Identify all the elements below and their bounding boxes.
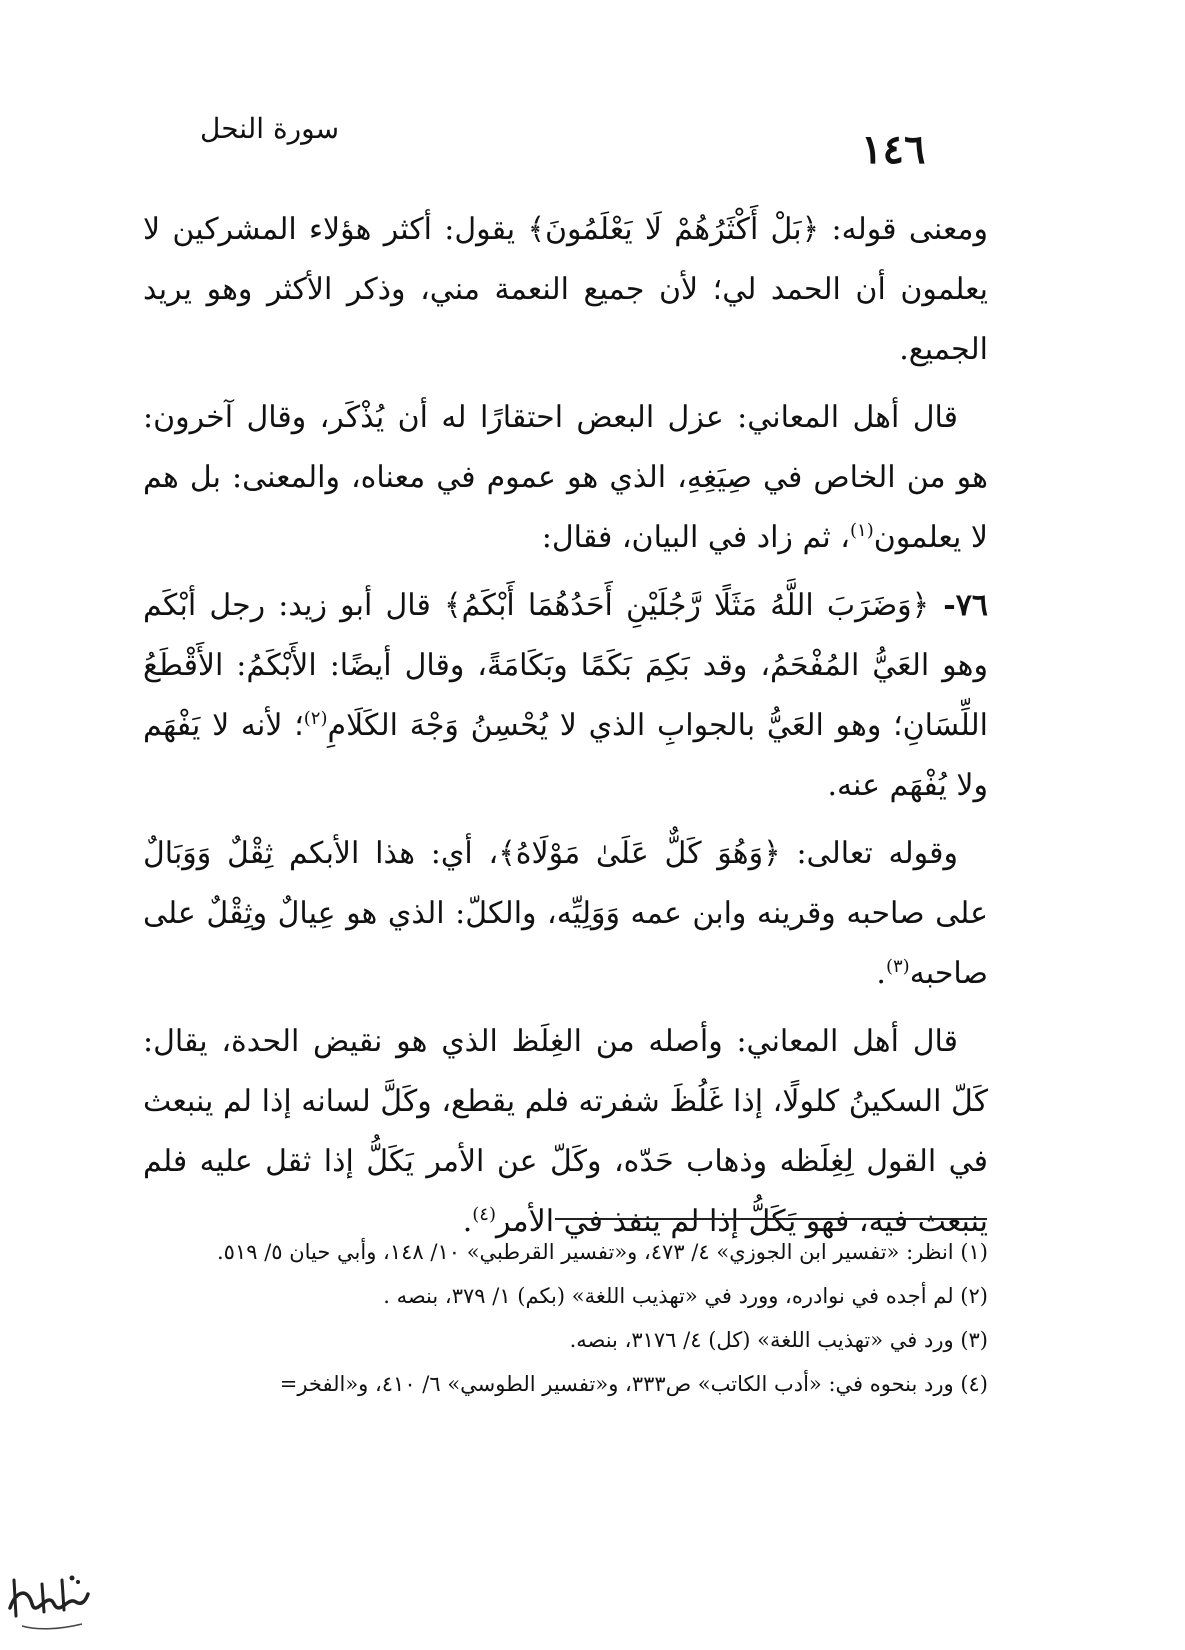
- quran-verse: ﴿وَهُوَ كَلٌّ عَلَىٰ مَوْلَاهُ﴾: [498, 836, 781, 871]
- almustafa-logo-icon: [2, 1560, 92, 1650]
- paragraph: [143, 576, 988, 816]
- footnote-marker: (٢): [303, 708, 328, 729]
- main-text: [143, 200, 988, 1260]
- footnote-item: (١) انظر: «تفسير ابن الجوزي» ٤/ ٤٧٣، و«تفسير القرطبي» ١٠/ ١٤٨، وأبي حيان ٥/ ٥١٩.: [216, 1240, 988, 1264]
- footnote-item: (٣) ورد في «تهذيب اللغة» (كل) ٤/ ٣١٧٦، بنصه.: [569, 1328, 988, 1352]
- paragraph-text: قال أهل المعاني: عزل البعض احتقارًا له أن يُذْكَر، وقال آخرون: هو من الخاص في صِيَغِهِ، الذي هو عموم في معناه، والمعنى: بل هم لا يعلمون: [143, 400, 988, 555]
- paragraph-text: ومعنى قوله:: [819, 212, 988, 247]
- footnote-divider: [555, 1218, 987, 1220]
- paragraph-text: قال أهل المعاني: وأصله من الغِلَظ الذي هو نقيض الحدة، يقال: كَلّ السكينُ كلولًا، إذا غَلُظَ شفرته فلم يقطع، وكَلَّ لسانه إذا لم ينبعث في القول لِغِلَظه وذهاب حَدّه، وكَلّ عن الأمر يَكَلُّ إذا ثقل عليه فلم ينبعث فيه، فهو يَكَلُّ إذا لم ينفذ في الأمر: [143, 1024, 988, 1239]
- footnote-marker: (٤): [472, 1204, 496, 1225]
- paragraph-text: قال أبو زيد: رجل أبْكَم وهو العَيُّ المُفْحَمُ، وقد بَكِمَ بَكَمًا وبَكَامَةً، وقال أيضًا: الأَبْكَمُ: الأَقْطَعُ اللِّسَانِ؛ وهو العَيُّ بالجوابِ الذي لا يُحْسِنُ وَجْهَ الكَلَامِ: [143, 588, 988, 743]
- paragraph: [143, 824, 988, 1004]
- quran-verse: ﴿وَضَرَبَ اللَّهُ مَثَلًا رَّجُلَيْنِ أَحَدُهُمَا أَبْكَمُ﴾: [443, 588, 930, 623]
- paragraph: [143, 388, 988, 568]
- paragraph-text: وقوله تعالى:: [780, 836, 958, 871]
- paragraph-text: ، ثم زاد في البيان، فقال:: [541, 520, 850, 555]
- paragraph: [143, 1012, 988, 1252]
- running-header-surah: سورة النحل: [200, 112, 340, 145]
- paragraph: [143, 200, 988, 380]
- quran-verse: ﴿بَلْ أَكْثَرُهُمْ لَا يَعْلَمُونَ﴾: [527, 212, 820, 247]
- paragraph-text: ؛ لأنه لا يَفْهَم ولا يُفْهَم عنه.: [143, 708, 988, 803]
- footnote-item: (٢) لم أجده في نوادره، وورد في «تهذيب اللغة» (بكم) ١/ ٣٧٩، بنصه .: [383, 1284, 988, 1308]
- footnotes: [143, 1232, 988, 1408]
- paragraph-text: يقول: أكثر هؤلاء المشركين لا يعلمون أن الحمد لي؛ لأن جميع النعمة مني، وذكر الأكثر وهو يريد الجميع.: [143, 212, 989, 367]
- paragraph-text: ، أي: هذا الأبكم ثِقْلٌ وَوَبَالٌ على صاحبه وقرينه وابن عمه وَوَلِيِّه، والكلّ: الذي هو عِيالٌ وثِقْلٌ على صاحبه: [143, 836, 988, 991]
- footnote-item: (٤) ورد بنحوه في: «أدب الكاتب» ص٣٣٣، و«تفسير الطوسي» ٦/ ٤١٠، و«الفخر=: [279, 1372, 988, 1396]
- footnote-marker: (٣): [885, 956, 910, 977]
- footnote-marker: (١): [849, 520, 874, 541]
- paragraph-text: .: [876, 956, 886, 991]
- verse-number: ٧٦-: [929, 588, 988, 623]
- page-number: ١٤٦: [861, 126, 926, 173]
- paragraph-text: .: [462, 1204, 473, 1239]
